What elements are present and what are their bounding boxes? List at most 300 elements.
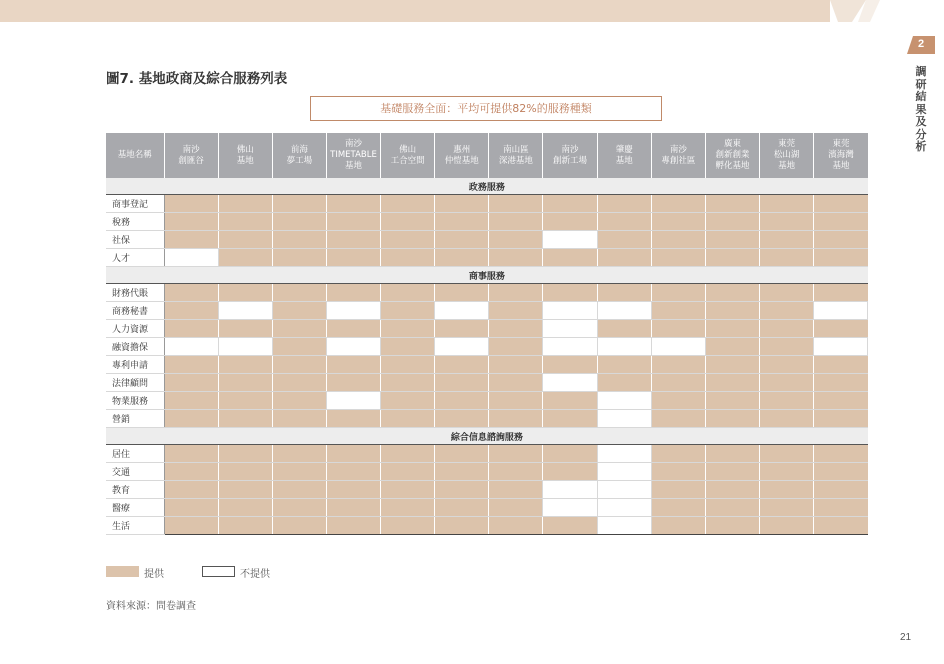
cell-provided <box>164 445 218 463</box>
cell-provided <box>381 356 435 374</box>
cell-provided <box>760 481 814 499</box>
cell-not-provided <box>543 320 597 338</box>
cell-provided <box>272 338 326 356</box>
column-header <box>326 133 380 178</box>
cell-provided <box>597 356 651 374</box>
cell-provided <box>435 481 489 499</box>
cell-provided <box>543 249 597 267</box>
column-header <box>597 133 651 178</box>
cell-provided <box>705 213 759 231</box>
cell-not-provided <box>543 499 597 517</box>
cell-provided <box>489 195 543 213</box>
legend-swatch-not-provided <box>202 566 235 577</box>
row-header-label: 基地名稱 <box>106 133 164 178</box>
table-row <box>106 517 868 535</box>
column-header-line: 濱海灣 <box>828 150 854 160</box>
cell-provided <box>326 213 380 231</box>
column-header-line: 南山區 <box>503 144 529 155</box>
page-number: 21 <box>900 632 912 643</box>
cell-provided <box>489 392 543 410</box>
cell-provided <box>814 392 868 410</box>
services-table <box>106 133 868 535</box>
cell-provided <box>218 356 272 374</box>
cell-provided <box>814 463 868 481</box>
cell-provided <box>272 445 326 463</box>
cell-provided <box>597 213 651 231</box>
column-header <box>218 133 272 178</box>
cell-provided <box>651 517 705 535</box>
column-header-line: 松山湖 <box>773 150 800 160</box>
cell-provided <box>435 410 489 428</box>
cell-provided <box>326 445 380 463</box>
cell-provided <box>489 499 543 517</box>
cell-provided <box>272 249 326 267</box>
column-header-line: 夢工場 <box>286 155 313 166</box>
cell-not-provided <box>543 481 597 499</box>
cell-not-provided <box>164 249 218 267</box>
cell-provided <box>543 195 597 213</box>
section-row <box>106 267 868 284</box>
cell-provided <box>760 499 814 517</box>
cell-provided <box>489 374 543 392</box>
cell-provided <box>381 320 435 338</box>
cell-provided <box>760 231 814 249</box>
cell-provided <box>272 302 326 320</box>
cell-not-provided <box>326 302 380 320</box>
cell-provided <box>760 410 814 428</box>
cell-provided <box>814 195 868 213</box>
cell-provided <box>489 213 543 231</box>
cell-provided <box>326 195 380 213</box>
cell-provided <box>435 374 489 392</box>
cell-not-provided <box>543 374 597 392</box>
cell-provided <box>435 356 489 374</box>
cell-provided <box>705 320 759 338</box>
cell-not-provided <box>597 463 651 481</box>
column-header <box>651 133 705 178</box>
cell-provided <box>272 499 326 517</box>
cell-provided <box>543 284 597 302</box>
cell-provided <box>651 231 705 249</box>
row-label: 生活 <box>106 517 164 535</box>
cell-provided <box>597 195 651 213</box>
row-label: 專利申請 <box>106 356 164 374</box>
cell-provided <box>218 231 272 249</box>
cell-provided <box>651 445 705 463</box>
column-header-line: 惠州 <box>453 144 471 155</box>
row-label: 營銷 <box>106 410 164 428</box>
legend-label-not-provided: 不提供 <box>240 569 270 580</box>
cell-provided <box>814 213 868 231</box>
cell-provided <box>705 249 759 267</box>
table-row <box>106 338 868 356</box>
cell-provided <box>814 284 868 302</box>
column-header-line: 創新工場 <box>553 155 588 166</box>
cell-provided <box>164 517 218 535</box>
table-row <box>106 374 868 392</box>
column-header-line: 基地 <box>832 161 850 171</box>
cell-provided <box>218 517 272 535</box>
cell-not-provided <box>543 302 597 320</box>
table-row <box>106 320 868 338</box>
cell-provided <box>326 356 380 374</box>
row-label: 社保 <box>106 231 164 249</box>
cell-provided <box>489 338 543 356</box>
cell-provided <box>489 517 543 535</box>
table-row <box>106 463 868 481</box>
cell-provided <box>435 195 489 213</box>
cell-provided <box>651 463 705 481</box>
cell-not-provided <box>597 410 651 428</box>
cell-provided <box>164 302 218 320</box>
cell-provided <box>705 410 759 428</box>
cell-provided <box>218 463 272 481</box>
cell-provided <box>272 231 326 249</box>
cell-provided <box>218 320 272 338</box>
legend-label-provided: 提供 <box>144 569 164 580</box>
column-header-line: 專創社區 <box>661 155 696 166</box>
cell-provided <box>218 499 272 517</box>
cell-provided <box>597 249 651 267</box>
figure-title: 圖7. 基地政商及綜合服務列表 <box>106 71 288 87</box>
row-label: 商事登記 <box>106 195 164 213</box>
cell-provided <box>651 213 705 231</box>
table-row <box>106 231 868 249</box>
cell-provided <box>164 213 218 231</box>
cell-provided <box>326 517 380 535</box>
row-label: 居住 <box>106 445 164 463</box>
cell-provided <box>760 445 814 463</box>
cell-provided <box>381 302 435 320</box>
cell-provided <box>651 284 705 302</box>
column-header-line: 基地 <box>778 161 796 171</box>
cell-provided <box>597 374 651 392</box>
row-label: 教育 <box>106 481 164 499</box>
cell-provided <box>489 356 543 374</box>
cell-not-provided <box>326 338 380 356</box>
cell-provided <box>651 410 705 428</box>
cell-provided <box>435 284 489 302</box>
cell-provided <box>760 320 814 338</box>
table-row <box>106 302 868 320</box>
cell-provided <box>164 284 218 302</box>
cell-provided <box>381 338 435 356</box>
cell-not-provided <box>597 445 651 463</box>
cell-provided <box>814 481 868 499</box>
cell-provided <box>272 374 326 392</box>
cell-provided <box>760 463 814 481</box>
table-row <box>106 356 868 374</box>
cell-not-provided <box>218 338 272 356</box>
cell-provided <box>164 356 218 374</box>
cell-not-provided <box>597 338 651 356</box>
cell-provided <box>705 284 759 302</box>
table-row <box>106 284 868 302</box>
cell-provided <box>164 463 218 481</box>
cell-provided <box>705 231 759 249</box>
cell-provided <box>814 410 868 428</box>
table-row <box>106 392 868 410</box>
cell-provided <box>705 302 759 320</box>
cell-not-provided <box>326 392 380 410</box>
cell-provided <box>543 392 597 410</box>
column-header <box>272 133 326 178</box>
cell-provided <box>164 481 218 499</box>
cell-provided <box>218 374 272 392</box>
table-row <box>106 195 868 213</box>
cell-provided <box>651 499 705 517</box>
legend-swatch-provided <box>106 566 139 577</box>
cell-provided <box>272 463 326 481</box>
cell-provided <box>705 517 759 535</box>
table-row <box>106 499 868 517</box>
cell-provided <box>705 356 759 374</box>
cell-provided <box>543 463 597 481</box>
cell-provided <box>760 517 814 535</box>
cell-provided <box>218 213 272 231</box>
section-row <box>106 178 868 195</box>
cell-not-provided <box>597 481 651 499</box>
cell-provided <box>705 499 759 517</box>
cell-provided <box>218 249 272 267</box>
cell-provided <box>705 463 759 481</box>
cell-provided <box>435 517 489 535</box>
cell-provided <box>760 338 814 356</box>
row-label: 人力資源 <box>106 320 164 338</box>
cell-provided <box>164 231 218 249</box>
chapter-title-vertical: 調研結果及分析 <box>915 65 927 153</box>
cell-provided <box>381 445 435 463</box>
column-header-line: 南沙 <box>344 139 362 149</box>
cell-provided <box>218 481 272 499</box>
cell-provided <box>326 499 380 517</box>
cell-provided <box>381 231 435 249</box>
cell-provided <box>760 195 814 213</box>
cell-provided <box>272 517 326 535</box>
column-header-line: 廣東 <box>723 139 741 149</box>
cell-provided <box>489 302 543 320</box>
cell-provided <box>814 249 868 267</box>
cell-provided <box>814 499 868 517</box>
cell-provided <box>597 284 651 302</box>
column-header-line: 孵化基地 <box>715 161 750 171</box>
cell-provided <box>381 213 435 231</box>
row-label: 融資擔保 <box>106 338 164 356</box>
cell-provided <box>326 320 380 338</box>
cell-provided <box>435 320 489 338</box>
cell-provided <box>381 410 435 428</box>
column-header-line: 南沙 <box>182 144 200 155</box>
column-header-line: 前海 <box>290 144 308 155</box>
chapter-number: 2 <box>917 38 925 50</box>
section-title: 商事服務 <box>106 267 868 284</box>
cell-provided <box>814 231 868 249</box>
cell-provided <box>489 463 543 481</box>
cell-not-provided <box>435 338 489 356</box>
cell-provided <box>218 410 272 428</box>
cell-provided <box>326 463 380 481</box>
cell-not-provided <box>543 338 597 356</box>
cell-provided <box>489 481 543 499</box>
cell-provided <box>489 410 543 428</box>
cell-provided <box>760 284 814 302</box>
table-header-row <box>106 133 868 178</box>
row-label: 商務秘書 <box>106 302 164 320</box>
row-label: 人才 <box>106 249 164 267</box>
cell-provided <box>218 392 272 410</box>
column-header <box>543 133 597 178</box>
cell-provided <box>435 213 489 231</box>
cell-provided <box>272 284 326 302</box>
row-label: 稅務 <box>106 213 164 231</box>
cell-provided <box>381 249 435 267</box>
cell-provided <box>218 195 272 213</box>
cell-not-provided <box>218 302 272 320</box>
cell-provided <box>272 356 326 374</box>
cell-provided <box>814 374 868 392</box>
cell-not-provided <box>543 231 597 249</box>
cell-provided <box>326 481 380 499</box>
table-row <box>106 410 868 428</box>
cell-provided <box>543 356 597 374</box>
cell-provided <box>543 517 597 535</box>
cell-provided <box>164 410 218 428</box>
cell-not-provided <box>597 517 651 535</box>
cell-provided <box>164 320 218 338</box>
column-header <box>381 133 435 178</box>
column-header-line: 工合空間 <box>390 155 425 166</box>
cell-provided <box>435 463 489 481</box>
cell-provided <box>760 302 814 320</box>
cell-provided <box>164 374 218 392</box>
cell-provided <box>381 392 435 410</box>
cell-not-provided <box>814 302 868 320</box>
cell-provided <box>381 374 435 392</box>
table-row <box>106 481 868 499</box>
column-header-line: 佛山 <box>236 144 254 155</box>
row-label: 物業服務 <box>106 392 164 410</box>
cell-provided <box>814 356 868 374</box>
cell-provided <box>272 195 326 213</box>
cell-provided <box>651 374 705 392</box>
table-body <box>106 178 868 535</box>
cell-provided <box>435 249 489 267</box>
section-title: 綜合信息諮詢服務 <box>106 428 868 445</box>
cell-provided <box>489 249 543 267</box>
column-header-line: 東莞 <box>778 139 796 149</box>
section-row <box>106 428 868 445</box>
cell-not-provided <box>597 392 651 410</box>
cell-provided <box>597 231 651 249</box>
column-header-line: 創新創業 <box>715 150 750 160</box>
cell-provided <box>705 392 759 410</box>
row-label: 交通 <box>106 463 164 481</box>
summary-banner: 基礎服務全面：平均可提供82%的服務種類 <box>310 96 662 121</box>
cell-provided <box>381 481 435 499</box>
column-header-line: 創匯谷 <box>178 155 204 166</box>
cell-provided <box>651 356 705 374</box>
cell-provided <box>326 410 380 428</box>
source-note: 資料來源：問卷調查 <box>106 601 196 612</box>
cell-provided <box>435 499 489 517</box>
cell-provided <box>760 213 814 231</box>
cell-not-provided <box>597 302 651 320</box>
section-title: 政務服務 <box>106 178 868 195</box>
cell-provided <box>164 392 218 410</box>
column-header-line: 基地 <box>615 155 633 166</box>
cell-provided <box>543 213 597 231</box>
cell-provided <box>435 392 489 410</box>
cell-provided <box>760 249 814 267</box>
cell-provided <box>489 320 543 338</box>
table-row <box>106 249 868 267</box>
cell-provided <box>381 195 435 213</box>
cell-provided <box>705 445 759 463</box>
row-label: 醫療 <box>106 499 164 517</box>
cell-provided <box>760 374 814 392</box>
column-header <box>705 133 759 178</box>
cell-provided <box>381 499 435 517</box>
cell-provided <box>218 445 272 463</box>
column-header <box>164 133 218 178</box>
cell-provided <box>760 356 814 374</box>
cell-provided <box>543 410 597 428</box>
column-header-line: 佛山 <box>399 144 417 155</box>
column-header-line: 基地 <box>236 155 254 166</box>
cell-provided <box>760 392 814 410</box>
top-decorative-band <box>0 0 944 22</box>
cell-provided <box>705 374 759 392</box>
cell-provided <box>272 410 326 428</box>
cell-provided <box>705 338 759 356</box>
cell-not-provided <box>597 499 651 517</box>
cell-provided <box>705 195 759 213</box>
cell-provided <box>651 195 705 213</box>
cell-provided <box>651 320 705 338</box>
row-label: 法律顧問 <box>106 374 164 392</box>
table-row <box>106 213 868 231</box>
cell-provided <box>218 284 272 302</box>
cell-provided <box>326 249 380 267</box>
cell-not-provided <box>435 302 489 320</box>
column-header <box>814 133 868 178</box>
cell-provided <box>272 320 326 338</box>
cell-provided <box>705 481 759 499</box>
cell-provided <box>272 481 326 499</box>
cell-provided <box>435 445 489 463</box>
cell-provided <box>326 374 380 392</box>
column-header <box>760 133 814 178</box>
cell-provided <box>489 284 543 302</box>
cell-provided <box>489 231 543 249</box>
cell-not-provided <box>651 338 705 356</box>
column-header-line: 基地 <box>344 161 362 171</box>
column-header-line: 深港基地 <box>498 155 533 166</box>
cell-provided <box>543 445 597 463</box>
cell-provided <box>651 392 705 410</box>
column-header-line: 東莞 <box>832 139 850 149</box>
column-header-line: 肇慶 <box>615 144 633 155</box>
cell-not-provided <box>164 338 218 356</box>
cell-provided <box>814 445 868 463</box>
column-header-line: 南沙 <box>561 144 579 155</box>
cell-provided <box>326 231 380 249</box>
cell-provided <box>814 320 868 338</box>
cell-provided <box>597 320 651 338</box>
cell-provided <box>651 249 705 267</box>
cell-provided <box>164 499 218 517</box>
cell-provided <box>381 284 435 302</box>
